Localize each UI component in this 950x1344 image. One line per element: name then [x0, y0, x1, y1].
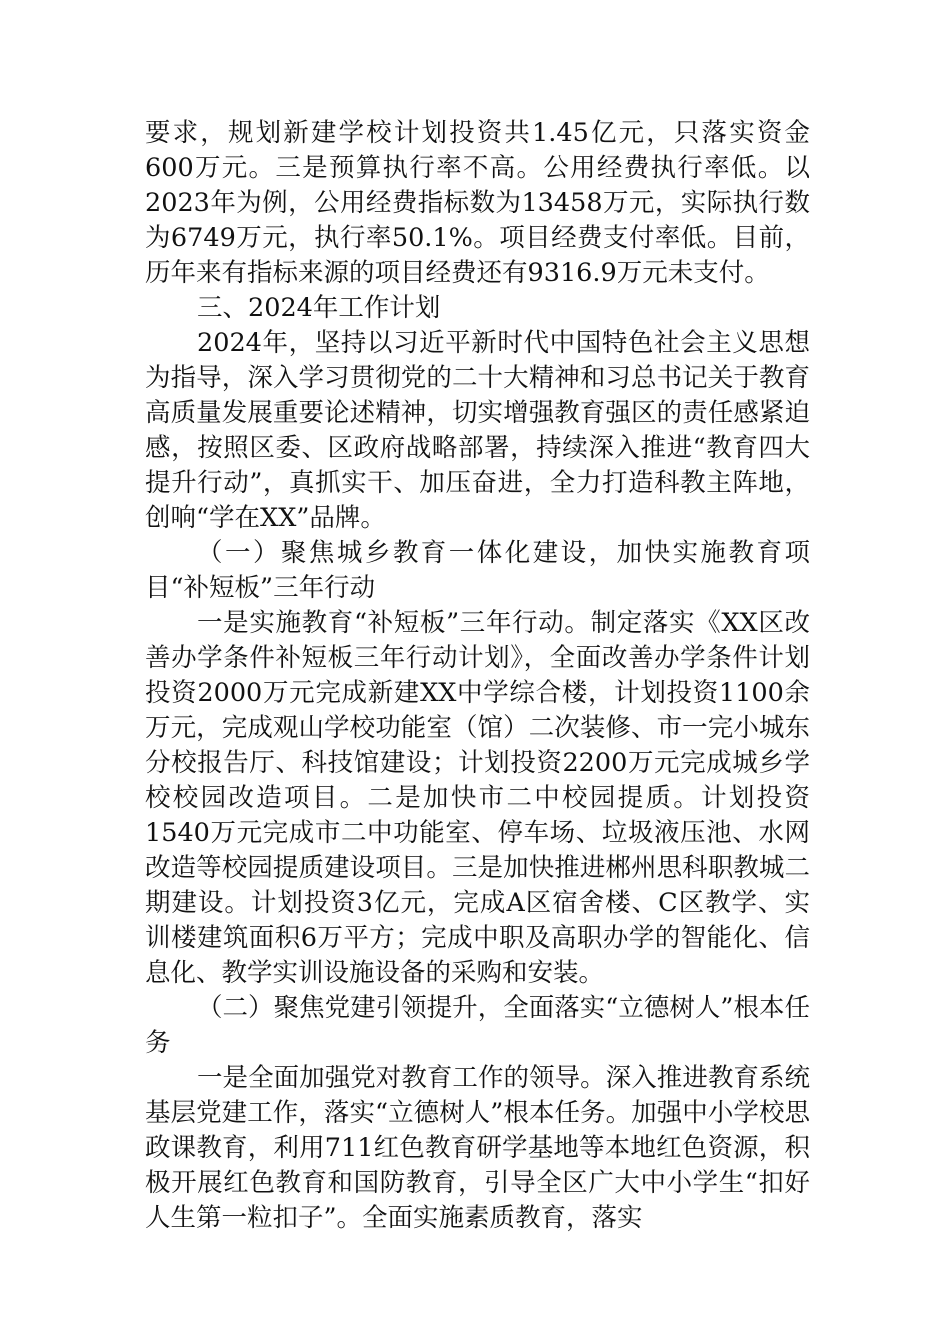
- document-page: [145, 116, 810, 1236]
- subheading-part-one: （一）聚焦城乡教育一体化建设，加快实施教育项目“补短板”三年行动: [145, 538, 810, 603]
- paragraph-part-two-body: 一是全面加强党对教育工作的领导。深入推进教育系统基层党建工作，落实“立德树人”根本任务。加强中小学校思政课教育，利用711红色教育研学基地等本地红色资源，积极开展红色教育和国防教育，引导全区广大中小学生“扣好人生第一粒扣子”。全面实施素质教育，落实: [145, 1063, 810, 1233]
- paragraph-part-one-body: 一是实施教育“补短板”三年行动。制定落实《XX区改善办学条件补短板三年行动计划》，全面改善办学条件计划投资2000万元完成新建XX中学综合楼，计划投资1100余万元，完成观山学校功能室（馆）二次装修、市一完小城东分校报告厅、科技馆建设；计划投资2200万元完成城乡学校校园改造项目。二是加快市二中校园提质。计划投资1540万元完成市二中功能室、停车场、垃圾液压池、水网改造等校园提质建设项目。三是加快推进郴州思科职教城二期建设。计划投资3亿元，完成A区宿舍楼、C区教学、实训楼建筑面积6万平方；完成中职及高职办学的智能化、信息化、教学实训设施设备的采购和安装。: [145, 608, 810, 988]
- paragraph-2024-overview: 2024年，坚持以习近平新时代中国特色社会主义思想为指导，深入学习贯彻党的二十大精神和习总书记关于教育高质量发展重要论述精神，切实增强教育强区的责任感紧迫感，按照区委、区政府战略部署，持续深入推进“教育四大提升行动”，真抓实干、加压奋进，全力打造科教主阵地，创响“学在XX”品牌。: [145, 328, 810, 533]
- subheading-part-two: （二）聚焦党建引领提升，全面落实“立德树人”根本任务: [145, 993, 810, 1058]
- section-heading-2024-plan: 三、2024年工作计划: [197, 293, 441, 323]
- paragraph-budget-issues: 要求，规划新建学校计划投资共1.45亿元，只落实资金600万元。三是预算执行率不高。公用经费执行率低。以2023年为例，公用经费指标数为13458万元，实际执行数为6749万元，执行率50.1%。项目经费支付率低。目前，历年来有指标来源的项目经费还有9316.9万元未支付。: [145, 118, 810, 288]
